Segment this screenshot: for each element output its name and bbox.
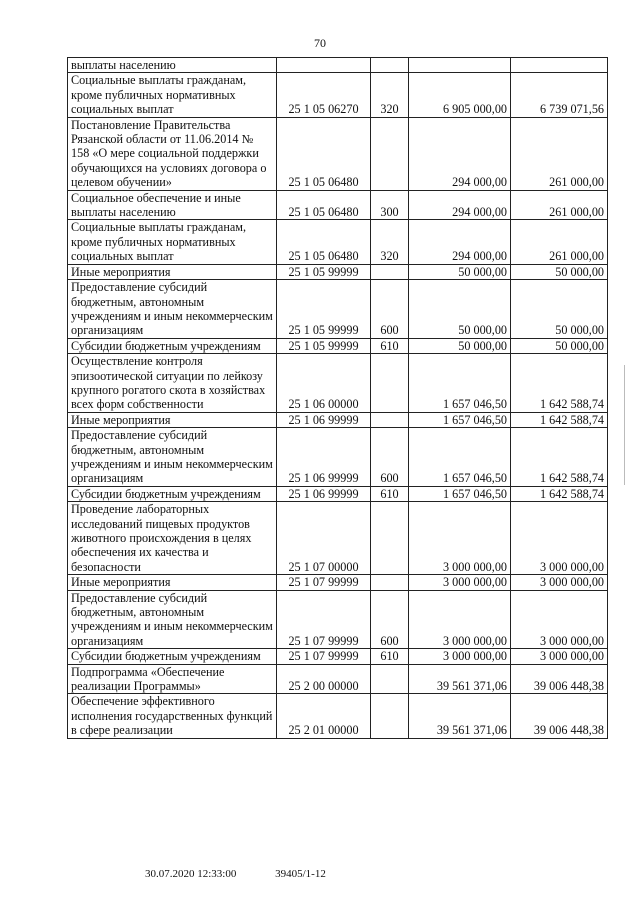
row-expense-type-cell	[371, 264, 409, 279]
row-name-cell: Субсидии бюджетным учреждениям	[68, 338, 277, 353]
scan-edge-mark	[624, 365, 625, 485]
row-plan-amount-cell: 1 657 046,50	[409, 428, 511, 487]
row-plan-amount-cell: 3 000 000,00	[409, 502, 511, 575]
table-row	[68, 354, 608, 413]
row-name-cell: Субсидии бюджетным учреждениям	[68, 649, 277, 664]
row-executed-amount-cell: 1 642 588,74	[511, 412, 608, 427]
table-row	[68, 412, 608, 427]
row-name-cell: Иные мероприятия	[68, 575, 277, 590]
row-expense-type-cell	[371, 117, 409, 190]
budget-table	[67, 57, 608, 739]
row-code-cell: 25 1 07 99999	[277, 590, 371, 649]
row-executed-amount-cell: 261 000,00	[511, 117, 608, 190]
row-executed-amount-cell: 3 000 000,00	[511, 575, 608, 590]
table-row	[68, 502, 608, 575]
row-code-cell: 25 2 01 00000	[277, 694, 371, 738]
row-name-cell: Социальное обеспечение и иные выплаты населению	[68, 190, 277, 220]
row-code-cell: 25 1 05 99999	[277, 280, 371, 339]
row-expense-type-cell: 300	[371, 190, 409, 220]
row-name-cell: Предоставление субсидий бюджетным, автономным учреждениям и иным некоммерческим организациям	[68, 280, 277, 339]
row-plan-amount-cell: 1 657 046,50	[409, 486, 511, 501]
table-row	[68, 280, 608, 339]
row-expense-type-cell	[371, 694, 409, 738]
row-executed-amount-cell: 261 000,00	[511, 220, 608, 264]
row-expense-type-cell: 600	[371, 428, 409, 487]
row-name-cell: Иные мероприятия	[68, 264, 277, 279]
footer-timestamp: 30.07.2020 12:33:00	[145, 868, 237, 880]
table-row	[68, 73, 608, 117]
table-row	[68, 486, 608, 501]
row-plan-amount-cell: 39 561 371,06	[409, 694, 511, 738]
row-code-cell: 25 1 05 06480	[277, 220, 371, 264]
row-plan-amount-cell: 294 000,00	[409, 220, 511, 264]
row-plan-amount-cell	[409, 58, 511, 73]
row-name-cell: Социальные выплаты гражданам, кроме публичных нормативных социальных выплат	[68, 73, 277, 117]
row-plan-amount-cell: 50 000,00	[409, 280, 511, 339]
row-expense-type-cell: 320	[371, 220, 409, 264]
row-plan-amount-cell: 39 561 371,06	[409, 664, 511, 694]
row-plan-amount-cell: 50 000,00	[409, 338, 511, 353]
row-executed-amount-cell	[511, 58, 608, 73]
row-plan-amount-cell: 6 905 000,00	[409, 73, 511, 117]
table-row	[68, 575, 608, 590]
row-plan-amount-cell: 1 657 046,50	[409, 412, 511, 427]
row-plan-amount-cell: 3 000 000,00	[409, 649, 511, 664]
row-executed-amount-cell: 261 000,00	[511, 190, 608, 220]
row-plan-amount-cell: 1 657 046,50	[409, 354, 511, 413]
row-name-cell: выплаты населению	[68, 58, 277, 73]
table-row	[68, 190, 608, 220]
row-name-cell: Социальные выплаты гражданам, кроме публичных нормативных социальных выплат	[68, 220, 277, 264]
table-row	[68, 338, 608, 353]
row-code-cell: 25 1 05 06480	[277, 190, 371, 220]
page-number: 70	[314, 36, 326, 50]
row-name-cell: Подпрограмма «Обеспечение реализации Программы»	[68, 664, 277, 694]
row-expense-type-cell: 600	[371, 590, 409, 649]
table-row	[68, 649, 608, 664]
row-code-cell: 25 1 06 99999	[277, 412, 371, 427]
row-code-cell: 25 1 06 99999	[277, 428, 371, 487]
row-expense-type-cell	[371, 354, 409, 413]
row-executed-amount-cell: 3 000 000,00	[511, 590, 608, 649]
row-name-cell: Обеспечение эффективного исполнения государственных функций в сфере реализации	[68, 694, 277, 738]
row-executed-amount-cell: 6 739 071,56	[511, 73, 608, 117]
row-code-cell: 25 1 05 06480	[277, 117, 371, 190]
row-name-cell: Предоставление субсидий бюджетным, автономным учреждениям и иным некоммерческим организациям	[68, 590, 277, 649]
table-row	[68, 58, 608, 73]
row-plan-amount-cell: 294 000,00	[409, 117, 511, 190]
row-executed-amount-cell: 1 642 588,74	[511, 354, 608, 413]
row-name-cell: Предоставление субсидий бюджетным, автономным учреждениям и иным некоммерческим организациям	[68, 428, 277, 487]
row-code-cell: 25 2 00 00000	[277, 664, 371, 694]
table-row	[68, 428, 608, 487]
row-expense-type-cell: 610	[371, 649, 409, 664]
row-name-cell: Иные мероприятия	[68, 412, 277, 427]
row-expense-type-cell: 610	[371, 338, 409, 353]
row-expense-type-cell	[371, 575, 409, 590]
row-name-cell: Осуществление контроля эпизоотической ситуации по лейкозу крупного рогатого скота в хозяйствах всех форм собственности	[68, 354, 277, 413]
page-footer	[145, 868, 362, 880]
table-row	[68, 694, 608, 738]
row-code-cell: 25 1 06 00000	[277, 354, 371, 413]
row-executed-amount-cell: 50 000,00	[511, 338, 608, 353]
row-code-cell	[277, 58, 371, 73]
table-row	[68, 590, 608, 649]
footer-doc-id: 39405/1-12	[275, 868, 326, 880]
row-executed-amount-cell: 1 642 588,74	[511, 428, 608, 487]
row-code-cell: 25 1 05 99999	[277, 264, 371, 279]
row-plan-amount-cell: 294 000,00	[409, 190, 511, 220]
row-expense-type-cell: 600	[371, 280, 409, 339]
row-executed-amount-cell: 39 006 448,38	[511, 694, 608, 738]
row-code-cell: 25 1 07 99999	[277, 649, 371, 664]
row-code-cell: 25 1 07 99999	[277, 575, 371, 590]
row-code-cell: 25 1 06 99999	[277, 486, 371, 501]
row-executed-amount-cell: 50 000,00	[511, 264, 608, 279]
table-row	[68, 264, 608, 279]
row-name-cell: Проведение лабораторных исследований пищевых продуктов животного происхождения в целях обеспечения их качества и безопасности	[68, 502, 277, 575]
row-plan-amount-cell: 3 000 000,00	[409, 590, 511, 649]
row-executed-amount-cell: 50 000,00	[511, 280, 608, 339]
row-expense-type-cell: 610	[371, 486, 409, 501]
row-code-cell: 25 1 05 99999	[277, 338, 371, 353]
row-expense-type-cell	[371, 58, 409, 73]
row-code-cell: 25 1 05 06270	[277, 73, 371, 117]
row-executed-amount-cell: 3 000 000,00	[511, 502, 608, 575]
row-expense-type-cell: 320	[371, 73, 409, 117]
row-executed-amount-cell: 3 000 000,00	[511, 649, 608, 664]
row-name-cell: Субсидии бюджетным учреждениям	[68, 486, 277, 501]
table-row	[68, 664, 608, 694]
row-code-cell: 25 1 07 00000	[277, 502, 371, 575]
table-row	[68, 220, 608, 264]
row-executed-amount-cell: 1 642 588,74	[511, 486, 608, 501]
row-plan-amount-cell: 50 000,00	[409, 264, 511, 279]
row-plan-amount-cell: 3 000 000,00	[409, 575, 511, 590]
row-expense-type-cell	[371, 502, 409, 575]
table-row	[68, 117, 608, 190]
row-name-cell: Постановление Правительства Рязанской области от 11.06.2014 № 158 «О мере социальной поддержки обучающихся на условиях договора о целевом обучении»	[68, 117, 277, 190]
row-expense-type-cell	[371, 664, 409, 694]
row-expense-type-cell	[371, 412, 409, 427]
row-executed-amount-cell: 39 006 448,38	[511, 664, 608, 694]
